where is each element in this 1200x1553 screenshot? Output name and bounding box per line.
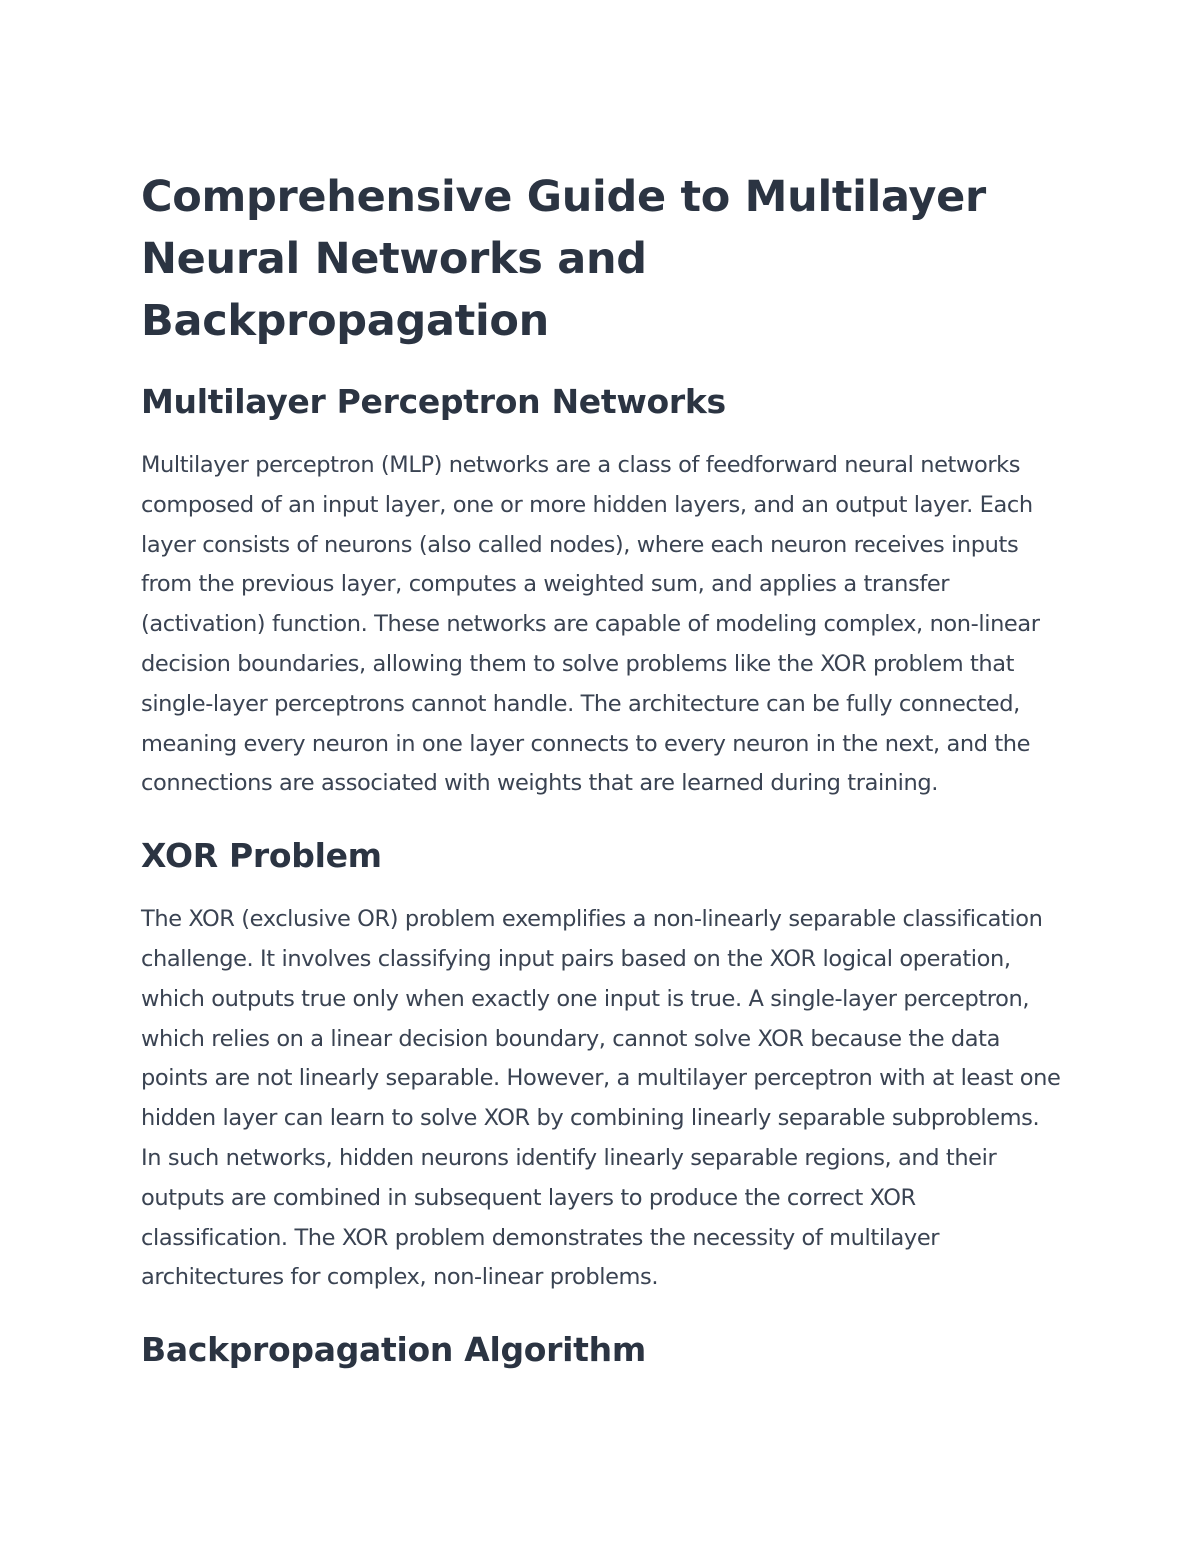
section-heading-backprop: Backpropagation Algorithm [141, 1330, 646, 1370]
document-page [141, 166, 1066, 1394]
section-heading-mlp: Multilayer Perceptron Networks [141, 382, 726, 421]
document-title: Comprehensive Guide to Multilayer Neural Networks and Backpropagation [141, 172, 986, 346]
section-heading-xor: XOR Problem [141, 836, 382, 876]
section-body-xor: The XOR (exclusive OR) problem exemplifies a non-linearly separable classification challenge. It involves classifying input pairs based on the XOR logical operation, which outputs true only when exactly one input is true. A single-layer perceptron, which relies on a linear decision boundary, cannot solve XOR because the data points are not linearly separable. However, a multilayer perceptron with at least one hidden layer can learn to solve XOR by combining linearly separable subproblems. In such networks, hidden neurons identify linearly separable regions, and their outputs are combined in subsequent layers to produce the correct XOR classification. The XOR problem demonstrates the necessity of multilayer architectures for complex, non-linear problems. [141, 906, 1061, 1291]
section-body-mlp: Multilayer perceptron (MLP) networks are a class of feedforward neural networks composed of an input layer, one or more hidden layers, and an output layer. Each layer consists of neurons (also called nodes), where each neuron receives inputs from the previous layer, computes a weighted sum, and applies a transfer (activation) function. These networks are capable of modeling complex, non-linear decision boundaries, allowing them to solve problems like the XOR problem that single-layer perceptrons cannot handle. The architecture can be fully connected, meaning every neuron in one layer connects to every neuron in the next, and the connections are associated with weights that are learned during training. [141, 452, 1040, 797]
